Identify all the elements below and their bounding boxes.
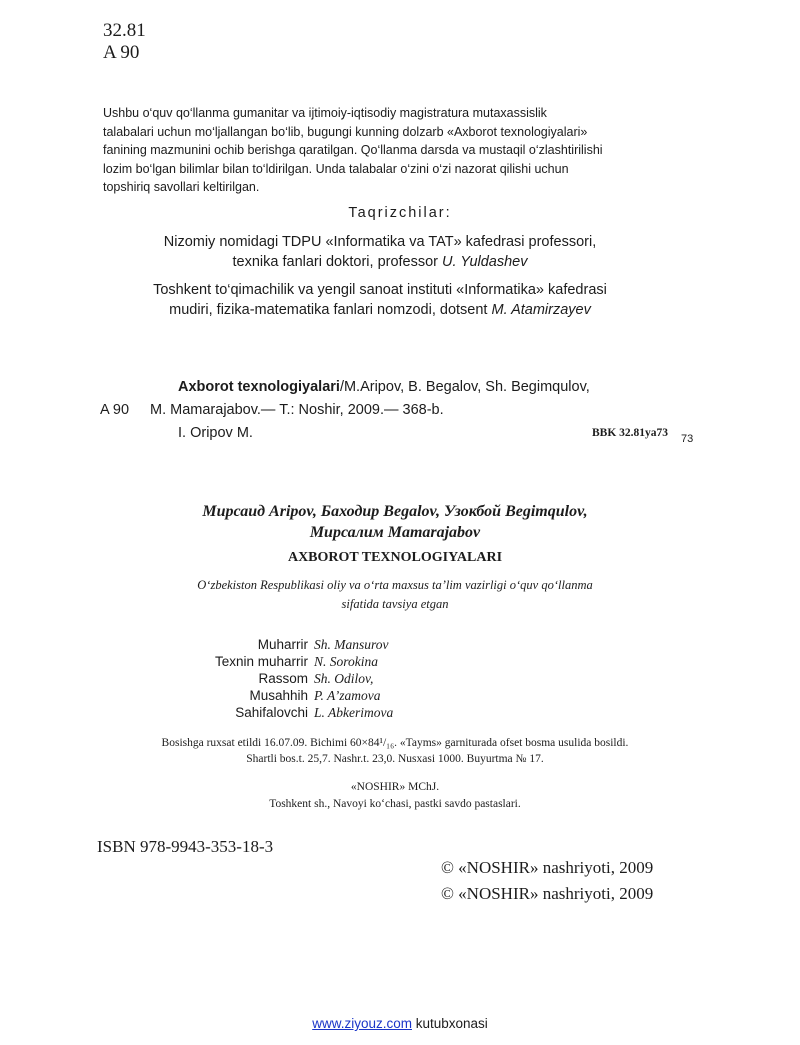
staff-name: P. A’zamova xyxy=(314,688,381,703)
reviewer-affiliation: Toshkent to‘qimachilik va yengil sanoat instituti «Informatika» kafedrasi xyxy=(153,282,607,298)
reviewer-entry xyxy=(0,280,760,320)
footer xyxy=(0,1016,800,1031)
publisher-info xyxy=(0,779,790,813)
footer-link[interactable]: www.ziyouz.com xyxy=(312,1016,412,1031)
reviewer-name: M. Atamirzayev xyxy=(491,302,591,318)
imprint-line: Shartli bos.t. 25,7. Nashr.t. 23,0. Nusxasi 1000. Buyurtma № 17. xyxy=(246,752,544,765)
imprint-info xyxy=(0,736,790,767)
staff-role: Musahhih xyxy=(249,688,308,703)
reviewer-degree: mudiri, fizika-matematika fanlari nomzodi, dotsent xyxy=(169,302,492,318)
reviewer-title-line xyxy=(0,300,760,320)
staff-role: Texnin muharrir xyxy=(214,654,308,669)
udk-code: 32.81 xyxy=(103,20,146,41)
reviewers-heading: Taqrizchilar: xyxy=(348,205,452,221)
publisher-name: «NOSHIR» MChJ. xyxy=(350,781,440,793)
staff-role: Muharrir xyxy=(257,637,308,652)
recommendation-line: O‘zbekiston Respublikasi oliy va o‘rta maxsus ta’lim vazirligi o‘quv qo‘llanma xyxy=(197,578,593,592)
catalog-title-line xyxy=(178,379,590,395)
staff-role: Rassom xyxy=(258,671,308,686)
authors-line: Мирсалим Mamarajabov xyxy=(309,524,481,541)
reviewer-degree: texnika fanlari doktori, professor xyxy=(232,254,443,270)
bbk-extra: 73 xyxy=(681,433,694,445)
reviewer-title-line xyxy=(0,252,760,272)
staff-name: L. Abkerimova xyxy=(314,705,394,720)
recommendation-note xyxy=(0,576,790,614)
catalog-authors: /M.Aripov, B. Begalov, Sh. Begimqulov, xyxy=(339,379,590,395)
copyright-line: © «NOSHIR» nashriyoti, 2009 xyxy=(441,884,654,903)
publisher-address: Toshkent sh., Navoyi ko‘chasi, pastki savdo pastaslari. xyxy=(269,798,521,810)
catalog-code: A 90 xyxy=(100,402,130,418)
author-mark: A 90 xyxy=(103,42,140,63)
book-title: AXBOROT TEXNOLOGIYALARI xyxy=(287,550,503,565)
reviewer-entry xyxy=(0,232,760,272)
staff-role: Sahifalovchi xyxy=(235,705,308,720)
copyright-line: © «NOSHIR» nashriyoti, 2009 xyxy=(441,858,654,877)
annotation-line: fanining mazmunini ochib berishga qaratilgan. Qo‘llanma darsda va mustaqil o‘zlashtirilishi xyxy=(103,143,603,157)
catalog-author-line: I. Oripov M. xyxy=(178,425,253,441)
reviewer-affiliation: Nizomiy nomidagi TDPU «Informatika va TAT» kafedrasi professori, xyxy=(163,234,597,250)
recommendation-line: sifatida tavsiya etgan xyxy=(341,597,449,611)
annotation-paragraph xyxy=(103,104,698,197)
staff-name: Sh. Odilov, xyxy=(314,671,374,686)
catalog-book-title: Axborot texnologiyalari xyxy=(178,379,340,395)
staff-name: N. Sorokina xyxy=(314,654,378,669)
isbn: ISBN 978-9943-353-18-3 xyxy=(97,837,274,856)
catalog-publication-line: M. Mamarajabov.— T.: Noshir, 2009.— 368-b. xyxy=(150,402,444,418)
reviewer-name: U. Yuldashev xyxy=(442,254,528,270)
annotation-line: lozim bo‘lgan bilimlar bilan to‘ldirilgan. Unda talabalar o‘zini o‘zi nazorat qilishi uchun xyxy=(103,161,569,176)
authors-line: Мирсаид Aripov, Баходир Begalov, Узокбой Begimqulov, xyxy=(202,503,588,520)
imprint-line: Bosishga ruxsat etildi 16.07.09. Bichimi 60×84¹/₁₆. «Tayms» garniturada ofset bosma usulida bosildi. xyxy=(161,737,629,749)
footer-text: kutubxonasi xyxy=(411,1016,488,1031)
annotation-line: Ushbu o‘quv qo‘llanma gumanitar va ijtimoiy-iqtisodiy magistratura mutaxassislik xyxy=(103,106,547,120)
annotation-line: talabalari uchun mo‘ljallangan bo‘lib, bugungi kunning dolzarb «Axborot texnologiyalari» xyxy=(103,124,588,139)
authors-block xyxy=(0,501,790,543)
annotation-line: topshiriq savollari keltirilgan. xyxy=(103,180,260,194)
classification-code xyxy=(103,20,146,64)
bbk-code: BBK 32.81ya73 xyxy=(592,427,669,439)
staff-name: Sh. Mansurov xyxy=(314,637,389,652)
